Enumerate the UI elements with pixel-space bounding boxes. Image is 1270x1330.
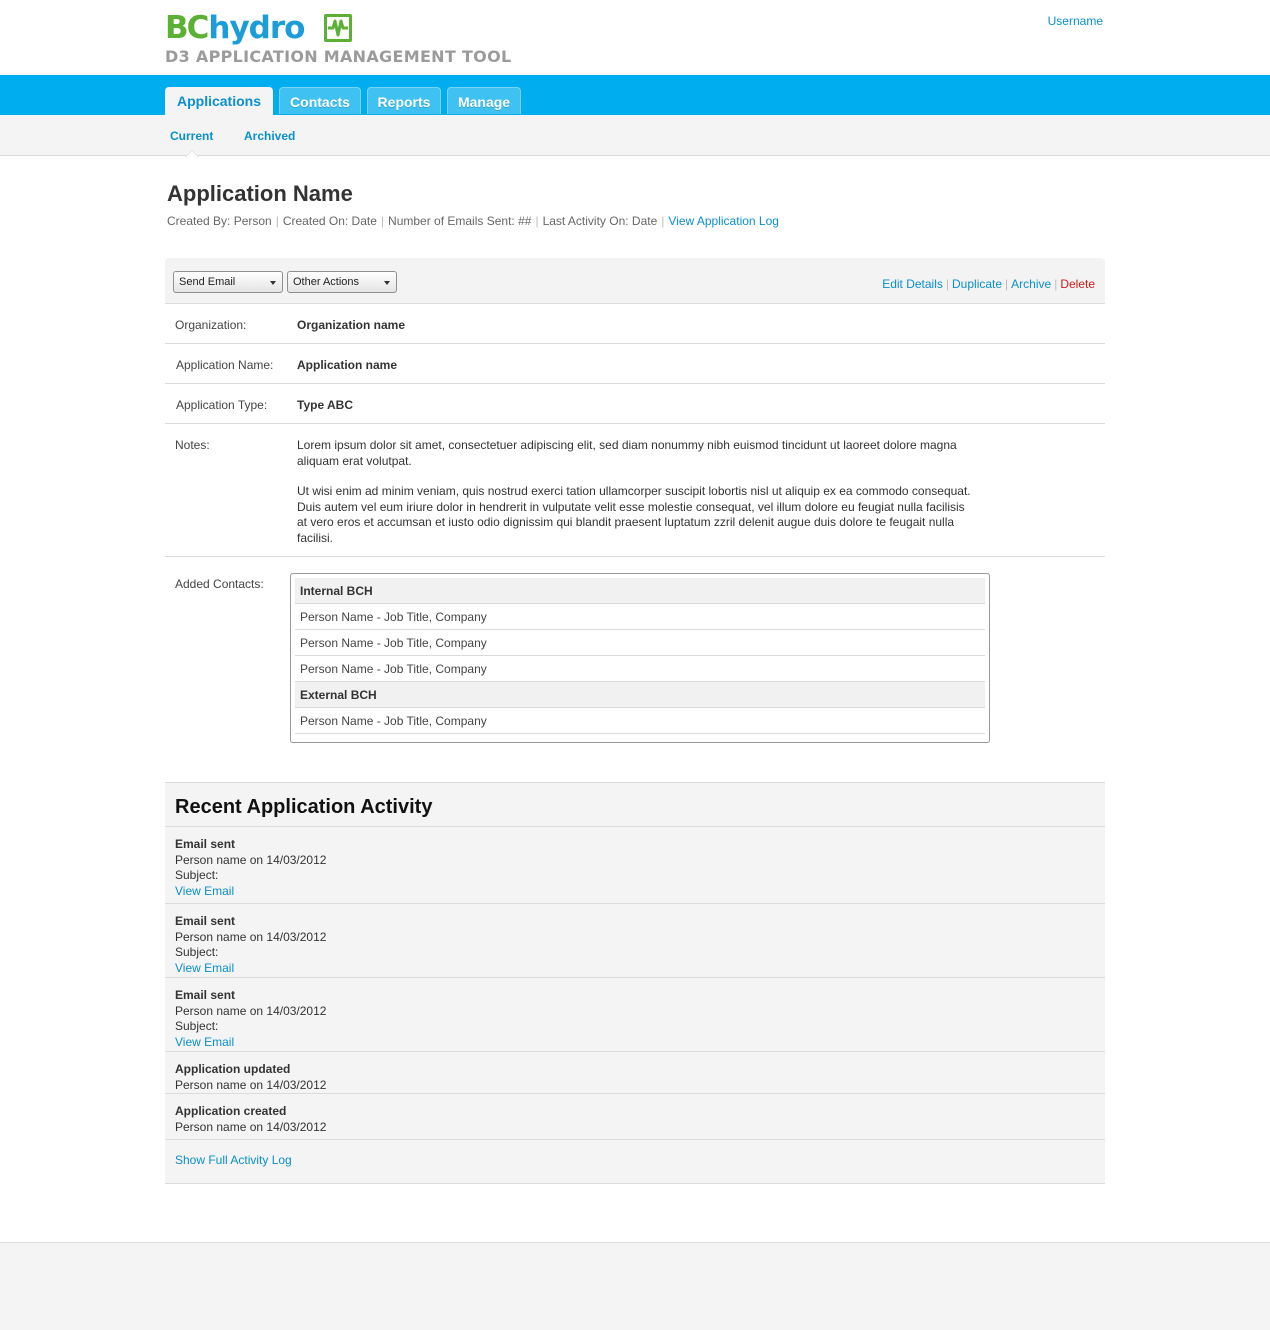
activity-item-title: Email sent <box>175 914 236 928</box>
application-type-row <box>165 384 1105 424</box>
contact-group-heading: Internal BCH <box>295 578 985 604</box>
view-email-link[interactable]: View Email <box>175 883 235 898</box>
chevron-down-icon <box>270 281 276 285</box>
activity-item <box>165 827 1105 904</box>
record-actions <box>882 277 1095 291</box>
added-contacts-label: Added Contacts: <box>175 577 264 591</box>
details-toolbar <box>165 258 1105 304</box>
active-subnav-pointer <box>186 151 198 157</box>
subnav-current[interactable]: Current <box>170 129 214 143</box>
activity-item-subject: Subject: <box>175 868 219 882</box>
contact-item[interactable]: Person Name - Job Title, Company <box>295 630 985 656</box>
action-separator: | <box>1054 277 1058 291</box>
organization-row <box>165 304 1105 344</box>
application-details-panel <box>165 258 1105 757</box>
contact-item[interactable]: Person Name - Job Title, Company <box>295 708 985 734</box>
bchydro-mark-icon <box>324 14 352 42</box>
header <box>0 0 1270 75</box>
bchydro-logo[interactable] <box>165 10 352 46</box>
delete-link[interactable]: Delete <box>1060 277 1095 291</box>
tab-reports[interactable]: Reports <box>367 87 441 114</box>
activity-footer <box>165 1140 1105 1180</box>
edit-details-link[interactable]: Edit Details <box>882 277 943 291</box>
meta-separator: | <box>535 214 539 228</box>
meta-separator: | <box>275 214 279 228</box>
activity-item-by: Person name on 14/03/2012 <box>175 1119 327 1134</box>
application-type-label: Application Type: <box>176 398 268 412</box>
username-link[interactable]: Username <box>1047 14 1103 28</box>
tool-title: D3 APPLICATION MANAGEMENT TOOL <box>165 47 512 66</box>
send-email-select-label: Send Email <box>179 276 236 288</box>
activity-item-by: Person name on 14/03/2012 <box>175 852 327 867</box>
organization-value: Organization name <box>297 318 406 332</box>
activity-item <box>165 1094 1105 1140</box>
duplicate-link[interactable]: Duplicate <box>952 277 1003 291</box>
archive-link[interactable]: Archive <box>1011 277 1052 291</box>
tab-applications[interactable]: Applications <box>165 87 273 115</box>
tab-manage[interactable]: Manage <box>447 87 521 114</box>
action-separator: | <box>945 277 950 291</box>
recent-activity-panel <box>165 782 1105 1184</box>
view-email-link[interactable]: View Email <box>175 960 235 975</box>
logo-hydro-text: hydro <box>208 10 305 46</box>
activity-item-subject: Subject: <box>175 945 219 959</box>
logo-bc-text: BC <box>165 10 208 46</box>
page-title: Application Name <box>167 181 353 206</box>
meta-separator: | <box>661 214 665 228</box>
contact-item[interactable]: Person Name - Job Title, Company <box>295 604 985 630</box>
activity-item-by: Person name on 14/03/2012 <box>175 929 327 944</box>
application-name-row <box>165 344 1105 384</box>
subnav-archived[interactable]: Archived <box>244 129 296 143</box>
notes-row <box>165 424 1105 557</box>
page-footer <box>0 1242 1270 1330</box>
activity-item-title: Application updated <box>175 1062 291 1076</box>
activity-item <box>165 1052 1105 1094</box>
notes-paragraph: Lorem ipsum dolor sit amet, consectetuer adipiscing elit, sed diam nonummy nibh euismod tincidunt ut laoreet dolore magna aliquam erat volutpat. <box>297 438 957 468</box>
activity-item-title: Application created <box>175 1104 287 1118</box>
show-full-activity-log-link[interactable]: Show Full Activity Log <box>175 1153 292 1167</box>
other-actions-select-label: Other Actions <box>293 276 360 288</box>
notes-paragraph: Ut wisi enim ad minim veniam, quis nostrud exerci tation ullamcorper suscipit lobortis nisl ut aliquip ex ea commodo consequat. Duis autem vel eum iriure dolor in hendrerit in vulputate velit esse molestie consequat, vel illum dolore eu feugiat nulla facilisis at vero eros et accumsan et iusto odio dignissim qui blandit praesent luptatum zzril delenit augue duis dolore te feugait nulla facilisi. <box>297 484 971 545</box>
activity-item <box>165 904 1105 978</box>
activity-item-by: Person name on 14/03/2012 <box>175 1077 327 1092</box>
view-email-link[interactable]: View Email <box>175 1034 235 1049</box>
meta-emails-sent: Number of Emails Sent: ## <box>388 214 532 228</box>
other-actions-select[interactable] <box>287 271 397 293</box>
notes-text <box>297 438 977 546</box>
application-name-label: Application Name: <box>176 358 274 372</box>
activity-item-by: Person name on 14/03/2012 <box>175 1003 327 1018</box>
contact-group-heading: External BCH <box>295 682 985 708</box>
meta-last-activity: Last Activity On: Date <box>542 214 658 228</box>
application-meta <box>167 214 779 228</box>
meta-separator: | <box>380 214 385 228</box>
notes-label: Notes: <box>175 438 210 452</box>
contacts-list-box <box>290 573 990 743</box>
action-separator: | <box>1005 277 1009 291</box>
activity-item-subject: Subject: <box>175 1019 219 1033</box>
chevron-down-icon <box>384 281 390 285</box>
organization-label: Organization: <box>175 318 247 332</box>
added-contacts-row <box>165 557 1105 757</box>
meta-created-on: Created On: Date <box>282 214 377 228</box>
main-tab-bar <box>0 75 1270 115</box>
application-type-value: Type ABC <box>297 398 354 412</box>
meta-created-by: Created By: Person <box>167 214 272 228</box>
view-application-log-link[interactable]: View Application Log <box>668 214 779 228</box>
send-email-select[interactable] <box>173 271 283 293</box>
activity-item <box>165 978 1105 1052</box>
contact-item[interactable]: Person Name - Job Title, Company <box>295 656 985 682</box>
activity-item-title: Email sent <box>175 837 236 851</box>
application-name-value: Application name <box>297 358 398 372</box>
recent-activity-title: Recent Application Activity <box>165 783 1105 827</box>
activity-item-title: Email sent <box>175 988 236 1002</box>
tab-contacts[interactable]: Contacts <box>279 87 361 114</box>
